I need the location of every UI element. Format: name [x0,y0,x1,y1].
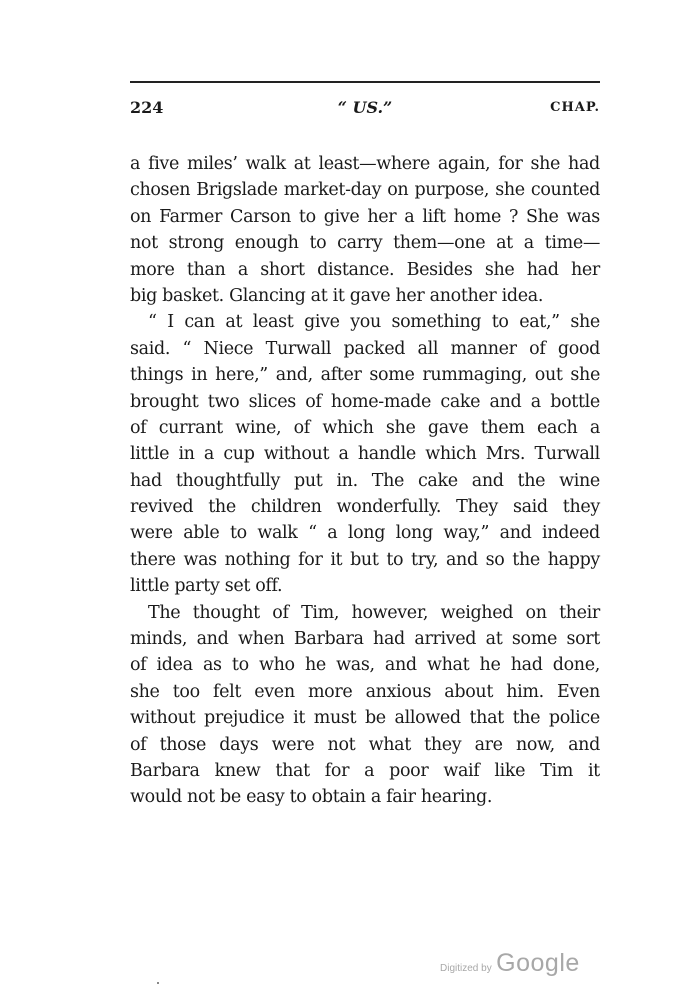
word: to [229,523,247,544]
word: now, [515,734,555,755]
word: of [130,417,147,438]
word: days [219,734,259,755]
word: Barbara [130,760,200,781]
word: at [496,233,513,254]
word: here,” [215,365,268,386]
word: the [517,470,546,491]
word: Tim [540,760,573,781]
word: and [568,734,600,755]
word: again, [437,154,491,174]
word: sort [566,629,600,650]
word: like [494,760,526,781]
word: Turwall [534,444,600,465]
word: The [148,602,181,623]
text-line [130,441,600,467]
word: five [148,154,179,174]
word: of [529,338,546,359]
word: without [263,444,330,465]
word: it [587,760,600,781]
text-line [130,177,600,203]
word: were [130,523,173,544]
word: in [191,365,208,386]
word: said. [130,338,171,359]
word: give [323,206,360,227]
word: that [469,708,504,729]
word: least—where [318,154,430,174]
word: a [203,444,215,465]
text-line: big basket. Glancing at it gave her another idea. [130,285,544,306]
word: and [471,470,504,491]
word: Mrs. [485,444,526,465]
word: purpose, [414,180,490,201]
word: for [498,154,523,174]
word: able [183,523,220,544]
text-line [130,705,600,731]
word: had [568,154,600,174]
word: brought [130,391,199,412]
text-line [130,652,600,678]
word: revived [130,497,194,518]
word: walk [257,523,298,544]
word: without [130,708,196,729]
word: “ [148,312,157,333]
word: bottle [550,391,600,412]
word: the [208,497,236,518]
word: them—one [393,233,486,254]
word: waif [443,760,480,781]
word: for [298,549,323,570]
word: on [130,206,152,227]
word: but [350,549,379,570]
word: was [566,206,600,227]
word: try, [411,549,439,570]
word: and [499,523,532,544]
text-line [130,362,600,388]
word: a [530,391,541,412]
word: Niece [203,338,254,359]
word: Barbara [293,629,364,650]
word: children [250,497,322,518]
word: two [207,391,240,412]
word: wine, [235,417,282,438]
word: and [445,549,478,570]
word: there [130,549,176,570]
word: cake [417,470,458,491]
word: not [130,233,158,254]
word: he [479,655,501,676]
text-line [130,494,600,520]
word: that [275,760,310,781]
word: home [453,206,501,227]
word: least [252,312,294,333]
word: to [386,549,404,570]
word: they [424,734,462,755]
word: was, [336,655,375,676]
text-line [130,679,600,705]
word: felt [213,681,242,702]
word: counted [530,180,600,201]
word: Even [557,681,600,702]
word: their [559,602,600,623]
word: They [456,497,498,518]
word: each [536,417,578,438]
google-logo: Google [496,949,580,977]
word: market-day [283,180,382,201]
word: Turwall [265,338,332,359]
word: currant [158,417,223,438]
page-header [130,98,600,122]
word: him. [506,681,544,702]
word: thoughtfully [175,470,281,491]
word: be [364,708,386,729]
word: some [369,365,415,386]
word: on [525,602,547,623]
word: of [293,417,310,438]
word: she [495,180,525,201]
text-line [130,547,600,573]
word: give [303,312,340,333]
word: to [298,206,316,227]
word: when [237,629,285,650]
page-number: 224 [130,98,164,117]
word: about [444,681,494,702]
word: at [485,629,503,650]
word: it [293,708,306,729]
word: you [350,312,381,333]
word: walk [245,154,286,174]
word: she [570,365,600,386]
word: what [426,655,470,676]
word: for [324,760,350,781]
word: more [307,681,353,702]
word: even [254,681,295,702]
word: so [485,549,505,570]
word: she [484,259,515,280]
word: some [511,629,557,650]
word: weighed [440,602,514,623]
word: Brigslade [196,180,278,201]
chapter-label: CHAP. [550,100,600,115]
word: indeed [542,523,600,544]
word: on [387,180,409,201]
word: long [347,523,386,544]
word: police [548,708,600,729]
text-line [130,204,600,230]
word: handle [357,444,416,465]
text-line [130,520,600,546]
word: those [159,734,207,755]
word: in. [336,470,358,491]
digitized-by-label: Digitized by [440,963,492,974]
word: at [293,154,311,174]
running-title: “ US.” [337,98,393,117]
word: gave [427,417,469,438]
word: had [130,470,162,491]
word: wine [559,470,600,491]
word: happy [547,549,600,570]
word: done, [552,655,600,676]
word: distance. [317,259,395,280]
word: cup [223,444,255,465]
word: time— [544,233,600,254]
word: things [130,365,184,386]
word: of [130,655,147,676]
word: manner [450,338,517,359]
word: it [330,549,343,570]
word: than [186,259,226,280]
scan-speck [157,982,159,984]
word: way,” [443,523,490,544]
word: said [512,497,548,518]
text-line [130,732,600,758]
word: Farmer [159,206,223,227]
text-line: little party set off. [130,576,283,597]
word: of [305,391,322,412]
word: ? [508,206,518,227]
word: eat,” [519,312,560,333]
word: at [225,312,243,333]
word: little [130,444,170,465]
word: and [384,655,417,676]
text-line [130,758,600,784]
word: strong [168,233,224,254]
word: not [327,734,356,755]
text-line [130,468,600,494]
word: which [425,444,477,465]
word: I [167,312,174,333]
word: who [259,655,295,676]
word: Besides [406,259,473,280]
word: were [271,734,315,755]
word: had [510,655,543,676]
word: put [294,470,323,491]
word: out [534,365,563,386]
word: a [237,259,248,280]
word: more [130,259,175,280]
word: arrived [414,629,477,650]
word: a [523,233,534,254]
word: Carson [230,206,291,227]
word: the [512,708,541,729]
word: a [130,154,141,174]
word: minds, [130,629,188,650]
word: them [480,417,525,438]
word: prejudice [203,708,285,729]
word: to [231,655,249,676]
word: short [260,259,305,280]
word: however, [351,602,429,623]
word: rummaging, [422,365,527,386]
word: and [196,629,229,650]
text-line [130,389,600,415]
word: must [313,708,357,729]
word: something [391,312,482,333]
word: wonderfully. [336,497,442,518]
text-line [130,151,600,177]
word: knew [214,760,261,781]
word: he [304,655,326,676]
word: her [367,206,397,227]
body-text [130,151,600,811]
word: she [530,154,561,174]
word: and, [275,365,313,386]
word: the [512,549,540,570]
word: “ [308,523,317,544]
text-line [130,626,600,652]
word: what [368,734,411,755]
word: cake [440,391,481,412]
word: they [562,497,600,518]
word: too [172,681,200,702]
word: of [130,734,147,755]
word: had [526,259,559,280]
word: “ [182,338,192,359]
word: she [130,681,160,702]
word: chosen [130,180,191,201]
word: poor [389,760,429,781]
word: had [373,629,405,650]
word: she [570,312,600,333]
word: anxious [365,681,432,702]
word: home-made [330,391,432,412]
word: are [474,734,503,755]
word: packed [343,338,406,359]
word: her [571,259,600,280]
text-line [130,415,600,441]
word: The [371,470,405,491]
word: which [322,417,374,438]
text-line: would not be easy to obtain a fair hearing. [130,787,493,808]
word: she [385,417,416,438]
word: a [327,523,338,544]
word: lift [422,206,446,227]
word: can [184,312,215,333]
word: of [272,602,289,623]
word: all [417,338,439,359]
word: long [395,523,433,544]
word: a [364,760,375,781]
word: in [178,444,195,465]
text-line [130,257,600,283]
word: was [183,549,217,570]
header-rule [130,81,600,83]
word: a [338,444,349,465]
text-line [130,309,600,335]
word: slices [248,391,296,412]
text-line [130,230,600,256]
digitized-by-google-watermark [440,949,580,978]
word: miles’ [186,154,238,174]
word: thought [192,602,260,623]
word: carry [337,233,383,254]
word: good [557,338,600,359]
word: a [589,417,600,438]
word: She [525,206,559,227]
word: a [404,206,415,227]
word: Tim, [301,602,340,623]
word: and [489,391,522,412]
word: as [202,655,222,676]
word: enough [234,233,299,254]
word: to [309,233,327,254]
word: after [320,365,362,386]
text-line [130,600,600,626]
word: allowed [394,708,461,729]
text-line [130,336,600,362]
word: idea [156,655,193,676]
word: nothing [224,549,291,570]
word: to [491,312,509,333]
